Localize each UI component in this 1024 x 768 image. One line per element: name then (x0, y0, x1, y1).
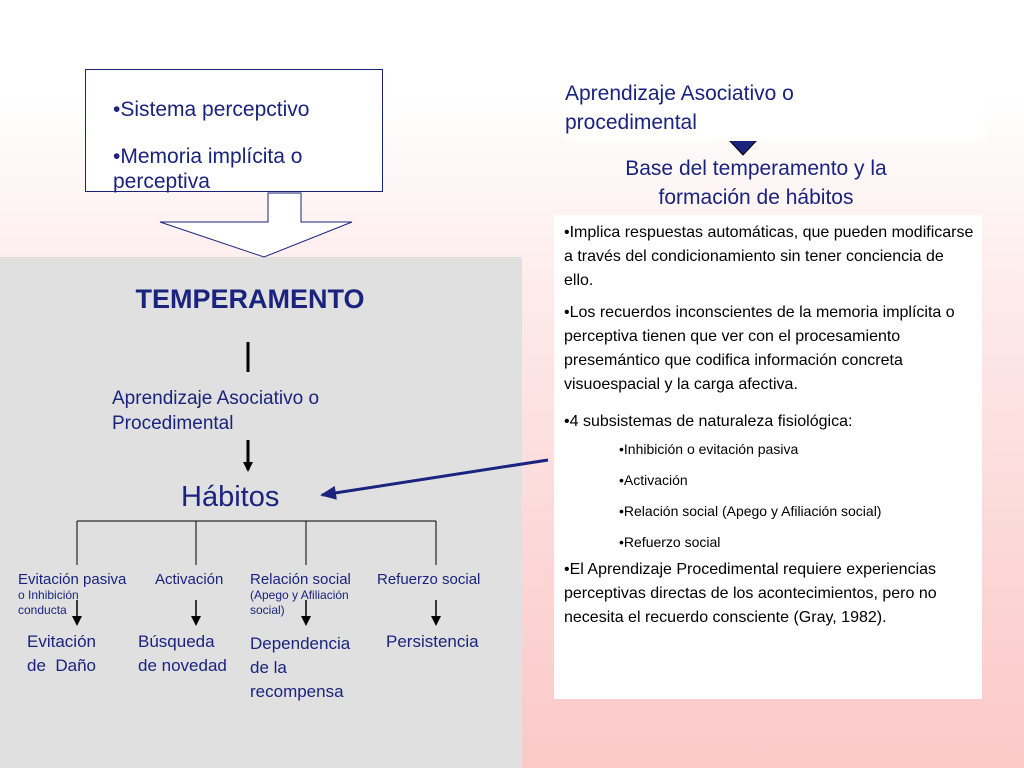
outcome-persistencia (386, 630, 479, 654)
outcome-line: Búsqueda (138, 632, 215, 651)
outcome-line: de novedad (138, 656, 227, 675)
branch-sub: o Inhibición (18, 588, 79, 602)
outcome-line: Persistencia (386, 632, 479, 651)
temperamento-title: TEMPERAMENTO (135, 284, 365, 314)
branch-sub: (Apego y Afiliación (250, 588, 349, 602)
outcome-line: recompensa (250, 682, 344, 701)
right-box-item-2: •Los recuerdos inconscientes de la memoria implícita o perceptiva tienen que ver con el procesamiento presemántico que codifica información concreta visuoespacial y la carga afectiva. (564, 304, 955, 393)
outcome-line: Evitación (27, 632, 96, 651)
right-box-subitem: •Activación (619, 472, 688, 488)
right-box-item-4: •El Aprendizaje Procedimental requiere experiencias perceptivas directas de los acontecimientos, pero no necesita el recuerdo consciente (Gray, 1982). (564, 561, 937, 626)
top-left-item-2: •Memoria implícita o perceptiva (113, 145, 303, 193)
branch-evitacion-pasiva (18, 571, 126, 618)
branch-sub: social) (250, 603, 285, 617)
top-right-line-1: Aprendizaje Asociativo o (565, 82, 794, 105)
outcome-line: Dependencia (250, 634, 351, 653)
top-left-item-1: •Sistema percepctivo (113, 98, 310, 121)
branch-label: Activación (155, 571, 224, 588)
branch-relacion-social (250, 571, 351, 618)
hollow-down-arrow (160, 193, 352, 257)
base-label (556, 154, 956, 212)
outcome-evitacion-dano (27, 630, 96, 678)
base-line-1: Base del temperamento y la (625, 157, 887, 180)
right-box-subitem: •Inhibición o evitación pasiva (619, 441, 799, 457)
aprendizaje-left-line-2: Procedimental (112, 413, 234, 434)
right-box-item-3: •4 subsistemas de naturaleza fisiológica: (564, 413, 853, 430)
long-arrow-to-habitos (322, 460, 548, 495)
branch-sub: conducta (18, 603, 67, 617)
right-box-subitem: •Relación social (Apego y Afiliación social) (619, 503, 882, 519)
aprendizaje-left-line-1: Aprendizaje Asociativo o (112, 388, 320, 409)
outcome-line: de la (250, 658, 287, 677)
right-text-box (554, 215, 982, 699)
branch-label: Evitación pasiva (18, 571, 127, 588)
branch-label: Refuerzo social (377, 571, 481, 588)
aprendizaje-left-label (112, 386, 319, 436)
top-right-label (565, 79, 985, 141)
outcome-busqueda-novedad (138, 630, 227, 678)
branch-activacion (155, 571, 223, 588)
right-box-subitem: •Refuerzo social (619, 534, 721, 550)
right-box-item-1: •Implica respuestas automáticas, que pueden modificarse a través del condicionamiento sin tener conciencia de ello. (564, 224, 974, 289)
habitos-label: Hábitos (181, 481, 280, 513)
outcome-line: de Daño (27, 656, 96, 675)
top-left-box (85, 69, 383, 192)
branch-label: Relación social (250, 571, 351, 588)
base-line-2: formación de hábitos (658, 186, 854, 209)
top-right-line-2: procedimental (565, 111, 697, 134)
outcome-dependencia-recompensa (250, 632, 350, 704)
branch-refuerzo-social (377, 571, 480, 588)
